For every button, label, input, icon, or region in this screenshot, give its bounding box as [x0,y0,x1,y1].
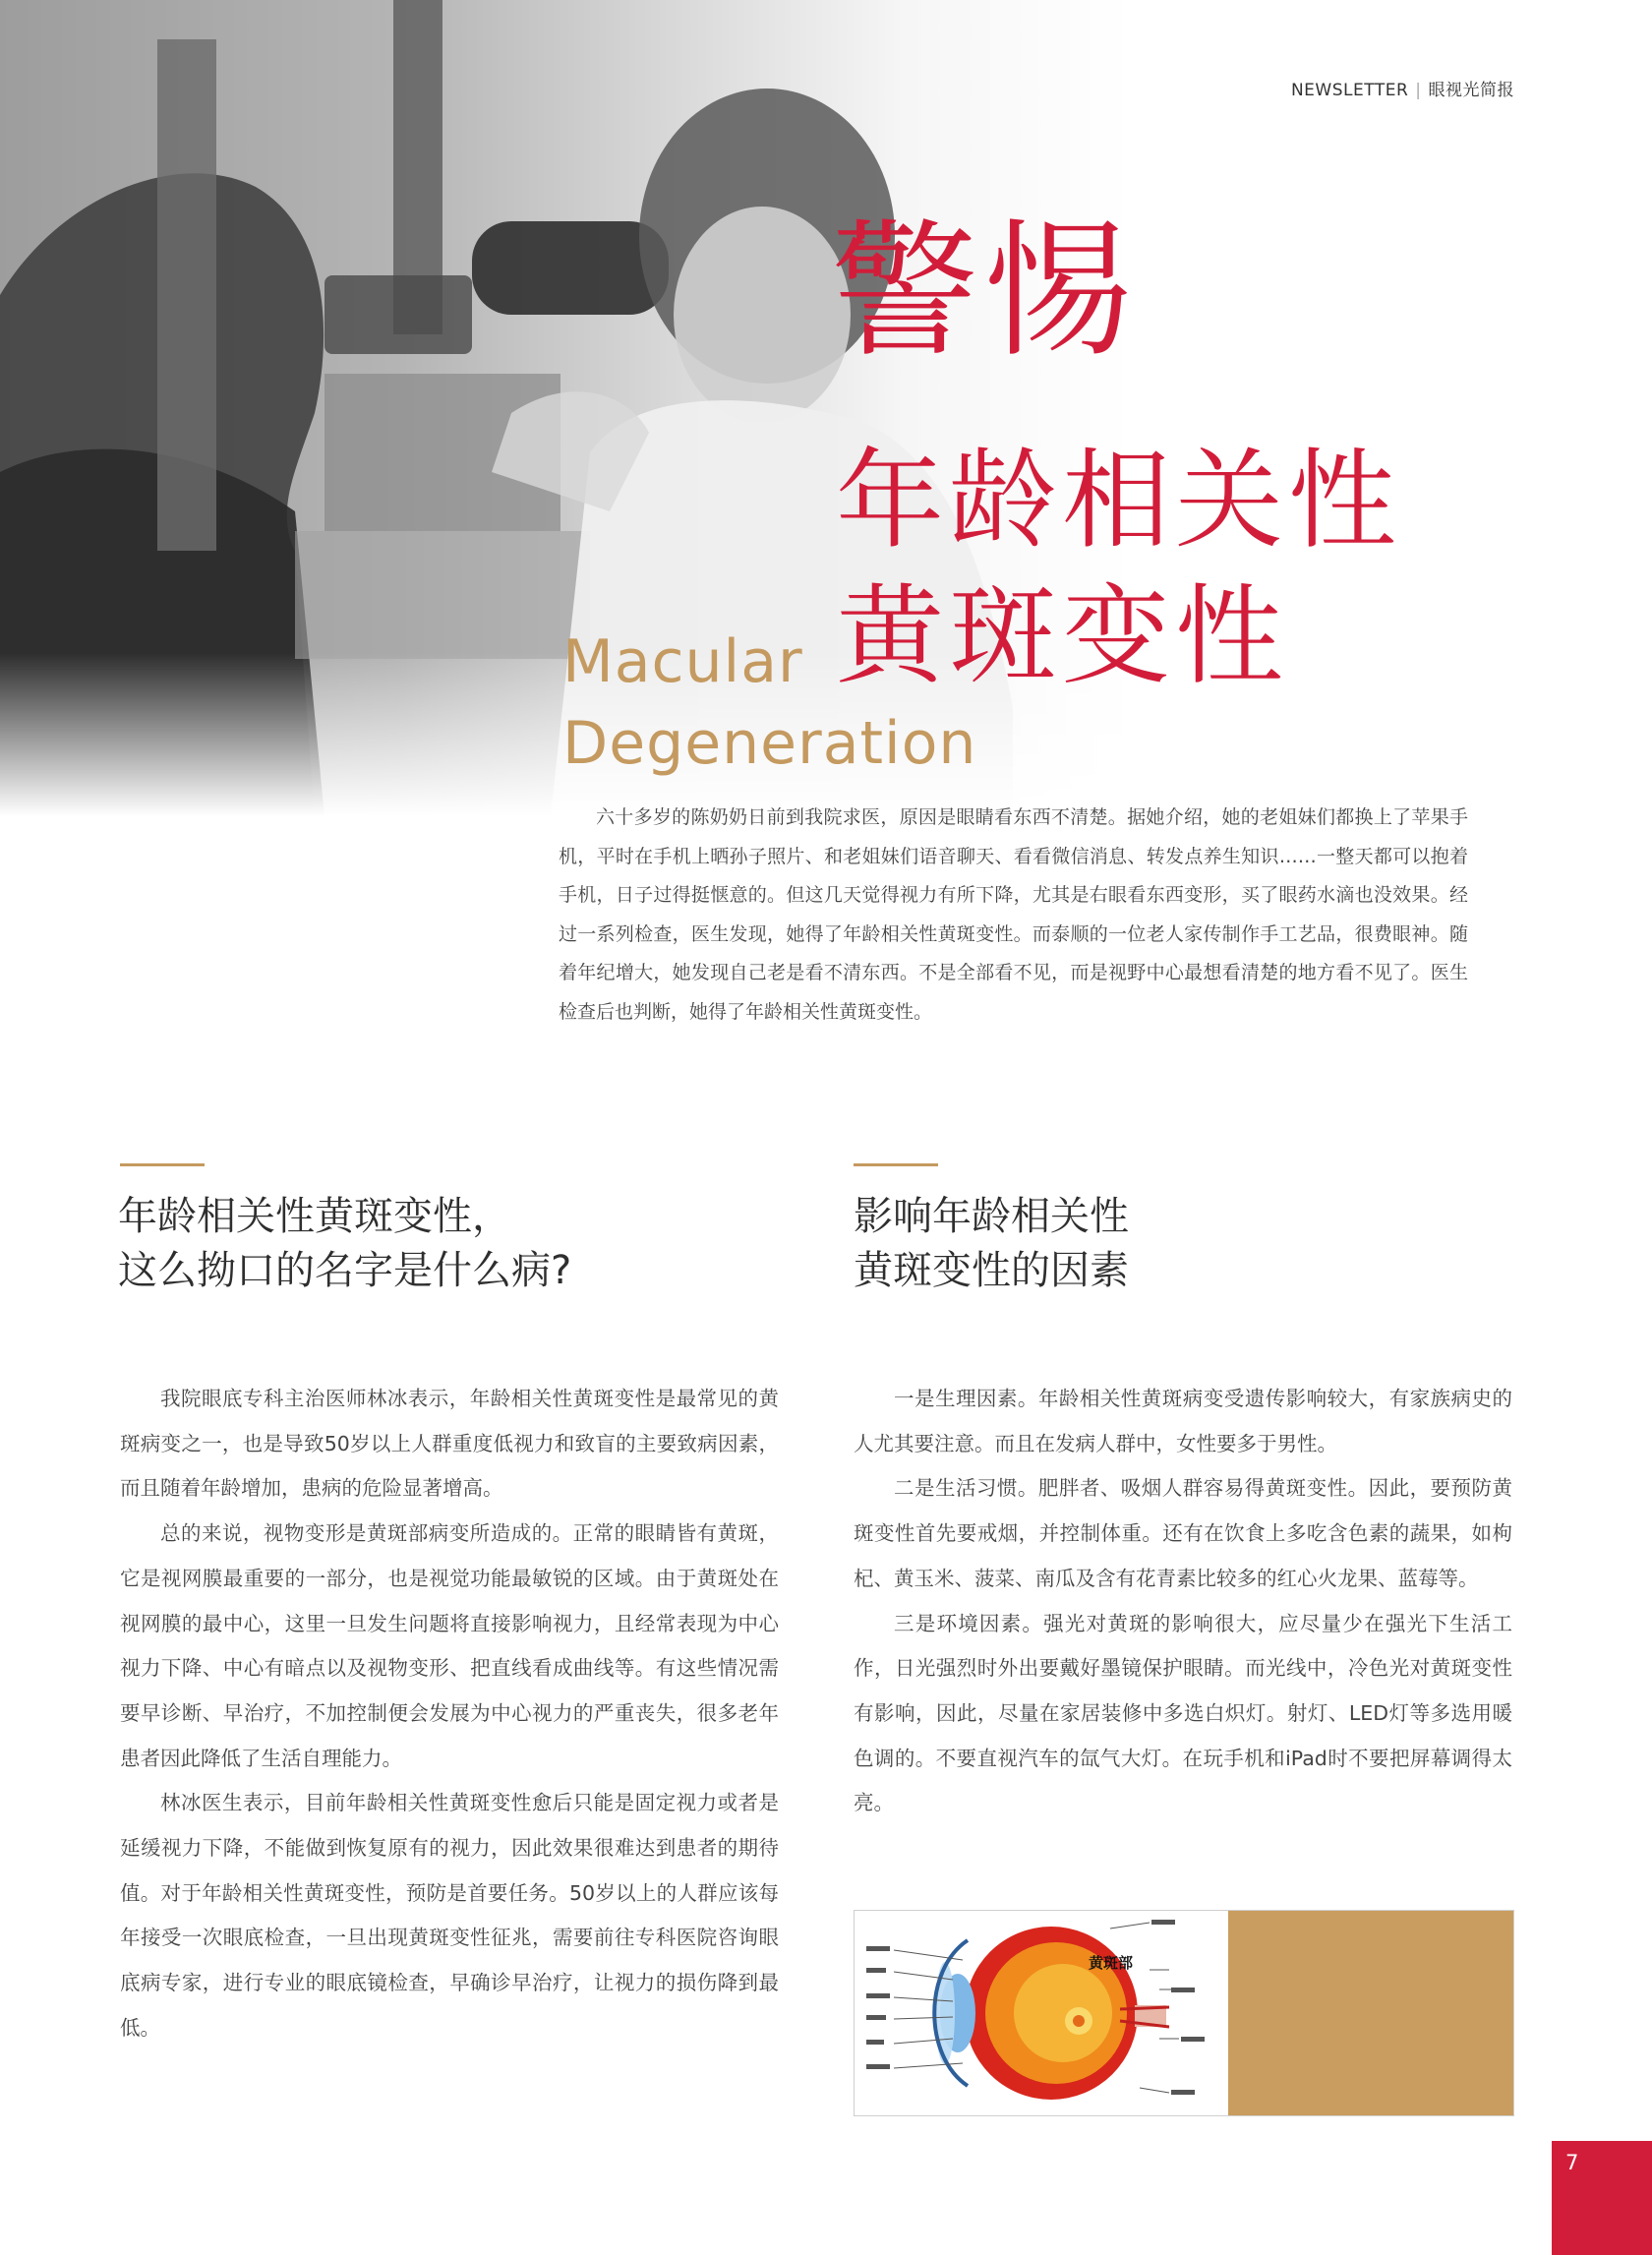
left-paragraph: 我院眼底专科主治医师林冰表示，年龄相关性黄斑变性是最常见的黄斑病变之一，也是导致50岁以上人群重度低视力和致盲的主要致病因素，而且随着年龄增加，患病的危险显著增高。 [120,1387,779,1501]
page-number-badge [1552,2141,1652,2255]
eye-anatomy-figure [854,1910,1514,2116]
right-section-body [854,1377,1512,1826]
right-paragraph: 一是生理因素。年龄相关性黄斑病变受遗传影响较大，有家族病史的人尤其要注意。而且在发病人群中，女性要多于男性。 [854,1387,1512,1455]
english-title-line-1: Macular [562,627,803,696]
eye-anatomy-icon [855,1911,1228,2115]
left-paragraph: 总的来说，视物变形是黄斑部病变所造成的。正常的眼睛皆有黄斑，它是视网膜最重要的一部分，也是视觉功能最敏锐的区域。由于黄斑处在视网膜的最中心，这里一旦发生问题将直接影响视力，且经常表现为中心视力下降、中心有暗点以及视物变形、把直线看成曲线等。有这些情况需要早诊断、早治疗，不加控制便会发展为中心视力的严重丧失，很多老年患者因此降低了生活自理能力。 [120,1521,779,1770]
right-section-title-line-2: 黄斑变性的因素 [854,1248,1129,1293]
macula-label: 黄斑部 [1089,1954,1134,1972]
left-section-title [118,1190,571,1298]
left-section-title-line-2: 这么拗口的名字是什么病? [118,1248,572,1293]
left-section-rule [120,1163,205,1166]
right-paragraph: 三是环境因素。强光对黄斑的影响很大，应尽量少在强光下生活工作，日光强烈时外出要戴好墨镜保护眼睛。而光线中，冷色光对黄斑变性有影响，因此，尽量在家居装修中多选白炽灯。射灯、LED灯等多选用暖色调的。不要直视汽车的氙气大灯。在玩手机和iPad时不要把屏幕调得太亮。 [854,1611,1512,1815]
right-paragraph: 二是生活习惯。肥胖者、吸烟人群容易得黄斑变性。因此，要预防黄斑变性首先要戒烟，并控制体重。还有在饮食上多吃含色素的蔬果，如枸杞、黄玉米、菠菜、南瓜及含有花青素比较多的红心火龙果、蓝莓等。 [854,1476,1512,1590]
newsletter-header [1291,76,1514,100]
english-title-line-2: Degeneration [562,709,977,778]
title-line-2: 年龄相关性 [836,438,1401,564]
page-number: 7 [1565,2151,1579,2174]
right-section-title-line-1: 影响年龄相关性 [854,1194,1129,1239]
newsletter-section: 眼视光简报 [1428,81,1514,100]
header-separator: | [1415,81,1422,100]
right-section-title [854,1190,1129,1298]
right-section-rule [854,1163,938,1166]
figure-gold-panel [1228,1911,1513,2115]
intro-paragraph: 六十多岁的陈奶奶日前到我院求医，原因是眼睛看东西不清楚。据她介绍，她的老姐妹们都换上了苹果手机，平时在手机上晒孙子照片、和老姐妹们语音聊天、看看微信消息、转发点养生知识……一整天都可以抱着手机，日子过得挺惬意的。但这几天觉得视力有所下降，尤其是右眼看东西变形，买了眼药水滴也没效果。经过一系列检查，医生发现，她得了年龄相关性黄斑变性。而泰顺的一位老人家传制作手工艺品，很费眼神。随着年纪增大，她发现自己老是看不清东西。不是全部看不见，而是视野中心最想看清楚的地方看不见了。医生检查后也判断，她得了年龄相关性黄斑变性。 [559,806,1468,1023]
newsletter-label: NEWSLETTER [1290,81,1409,100]
left-section-body [120,1377,779,2051]
title-line-3: 黄斑变性 [836,573,1288,699]
left-paragraph: 林冰医生表示，目前年龄相关性黄斑变性愈后只能是固定视力或者是延缓视力下降，不能做到恢复原有的视力，因此效果很难达到患者的期待值。对于年龄相关性黄斑变性，预防是首要任务。50岁以上的人群应该每年接受一次眼底检查，一旦出现黄斑变性征兆，需要前往专科医院咨询眼底病专家，进行专业的眼底镜检查，早确诊早治疗，让视力的损伤降到最低。 [120,1791,779,2040]
english-title [562,622,976,785]
title-main: 警惕 [831,207,1139,378]
left-section-title-line-1: 年龄相关性黄斑变性， [118,1194,511,1239]
